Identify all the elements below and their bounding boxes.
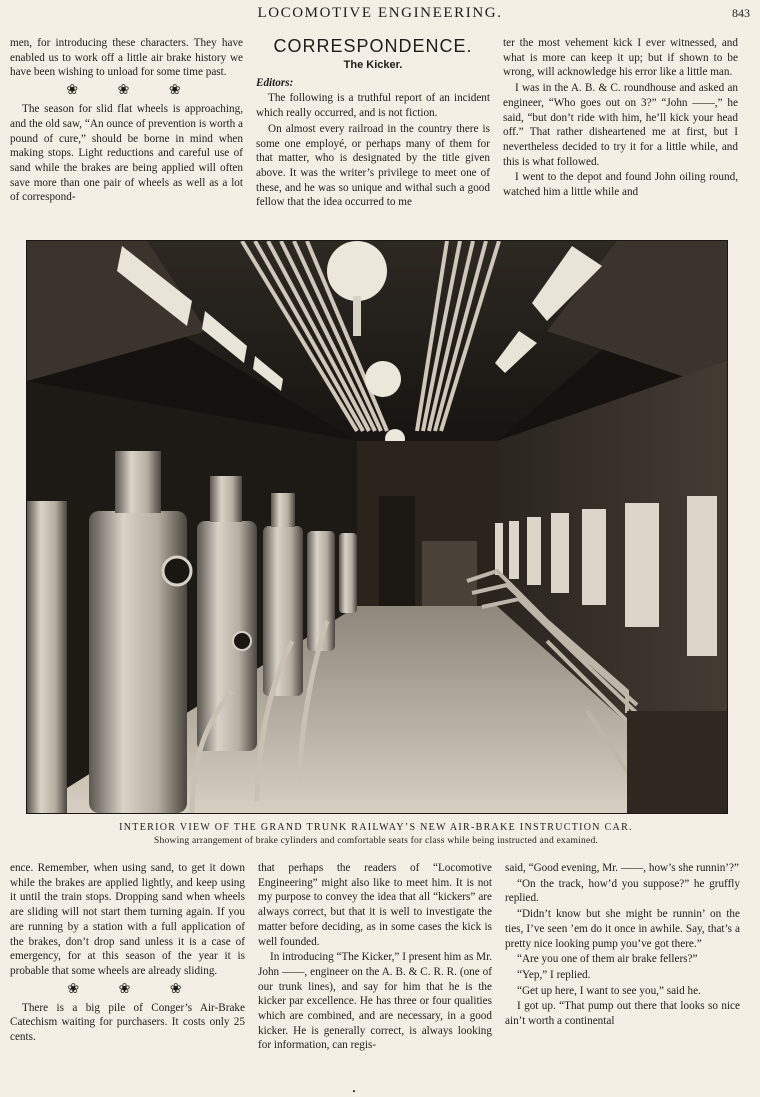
end-cabinet (422, 541, 477, 606)
page-number: 843 (732, 6, 750, 20)
ornament-divider: ❀ ❀ ❀ (67, 981, 200, 997)
photo-illustration (27, 241, 727, 813)
paragraph: men, for introducing these characters. They have enabled us to work off a little air brake history we have been wishing to unload for some time past. (10, 37, 243, 79)
paragraph: On almost every railroad in the country there is some one employé, or perhaps many of them for that matter, who is designated by the title given above. It was the writer’s privilege to meet one of these, and he was so unique and withal such a good fellow that the idea occurred to me (256, 122, 490, 209)
paragraph: “Are you one of them air brake fellers?” (517, 953, 698, 966)
paragraph: The following is a truthful report of an incident which really occurred, and is not fiction. (256, 92, 490, 120)
page-bottom-mark: • (351, 1088, 357, 1096)
correspondence-section (256, 36, 490, 211)
paragraph: that perhaps the readers of “Locomotive Engineering” might also like to meet him. It is not my purpose to convey the idea that all “kickers” are always correct, but that it is well to investigate the matter before deciding, as in some cases the kick is well founded. (258, 862, 492, 948)
paragraph: “Get up here, I want to see you,” said he. (517, 984, 701, 997)
seat-base (627, 711, 727, 813)
salutation: Editors: (256, 76, 294, 89)
paragraph: I was in the A. B. & C. roundhouse and asked an engineer, “Who goes out on 3?” “John ——,” he said, “but don’t ride with him, he’ll kick your head off.” That rather disheartened me at first, but I nevertheless decided to try it for a little while, and this is what followed. (503, 82, 738, 168)
brake-instruction-car-photo (26, 240, 728, 814)
paragraph: I went to the depot and found John oiling round, watched him a little while and (503, 171, 738, 199)
paragraph: “Yep,” I replied. (517, 968, 591, 981)
article-bottom-right (505, 861, 740, 1030)
page-header (10, 5, 750, 25)
ornament-divider: ❀ ❀ ❀ (66, 83, 199, 99)
article-top-left (10, 36, 243, 206)
article-subtitle: The Kicker. (343, 59, 403, 71)
paragraph: “On the track, how’d you suppose?” he gruffly replied. (505, 877, 740, 905)
figure-caption-subtitle: Showing arrangement of brake cylinders and comfortable seats for class while being instructed and examined. (153, 835, 599, 846)
figure-caption-title: INTERIOR VIEW OF THE GRAND TRUNK RAILWAY’S NEW AIR-BRAKE INSTRUCTION CAR. (119, 822, 633, 833)
paragraph: I got up. “That pump out there that looks so nice ain’t worth a continental (505, 1000, 740, 1028)
end-door (379, 496, 415, 606)
paragraph: The season for slid flat wheels is approaching, and the old saw, “An ounce of prevention is worth a pound of cure,” should be borne in mind when making stops. Light reductions and careful use of sand while the brakes are being applied will often save more than one pair of wheels as well as a lot of correspond- (10, 103, 243, 204)
paragraph: ence. Remember, when using sand, to get it down while the brakes are applied lightly, and keep using it until the train stops. Dropping sand when wheels are sliding will not start them turning again. If you are running by a station with a full application of the brakes, don’t drop sand unless it is a case of emergency, for at this season of the year it is probable that some wheels are already sliding. (10, 862, 245, 977)
article-bottom-left (10, 861, 245, 1046)
article-bottom-mid (258, 861, 492, 1054)
paragraph: ter the most vehement kick I ever witnessed, and what is more can keep it up; but if shown to be wrong, will acknowledge his error like a little man. (503, 37, 738, 79)
section-title: CORRESPONDENCE. (273, 36, 473, 56)
paragraph: In introducing “The Kicker,” I present him as Mr. John ——, engineer on the A. B. & C. R. R. (one of our trunk lines), and say for him that he is the kicker par excellence. He has three or four qualities which are combined, and are necessary, in a good kicker. He is generally correct, is always looking for information, can regis- (258, 951, 492, 1052)
paragraph: said, “Good evening, Mr. ——, how’s she runnin’?” (505, 862, 739, 874)
paragraph: “Didn’t know but she might be runnin’ on the ties, I’ve seen ’em do it once in awhile. Say, that’s a pretty nice looking pump you’ve got there.” (505, 908, 740, 950)
article-top-right (503, 36, 738, 201)
running-title: LOCOMOTIVE ENGINEERING. (257, 5, 503, 21)
paragraph: There is a big pile of Conger’s Air-Brake Catechism waiting for purchasers. It costs only 25 cents. (10, 1001, 245, 1044)
